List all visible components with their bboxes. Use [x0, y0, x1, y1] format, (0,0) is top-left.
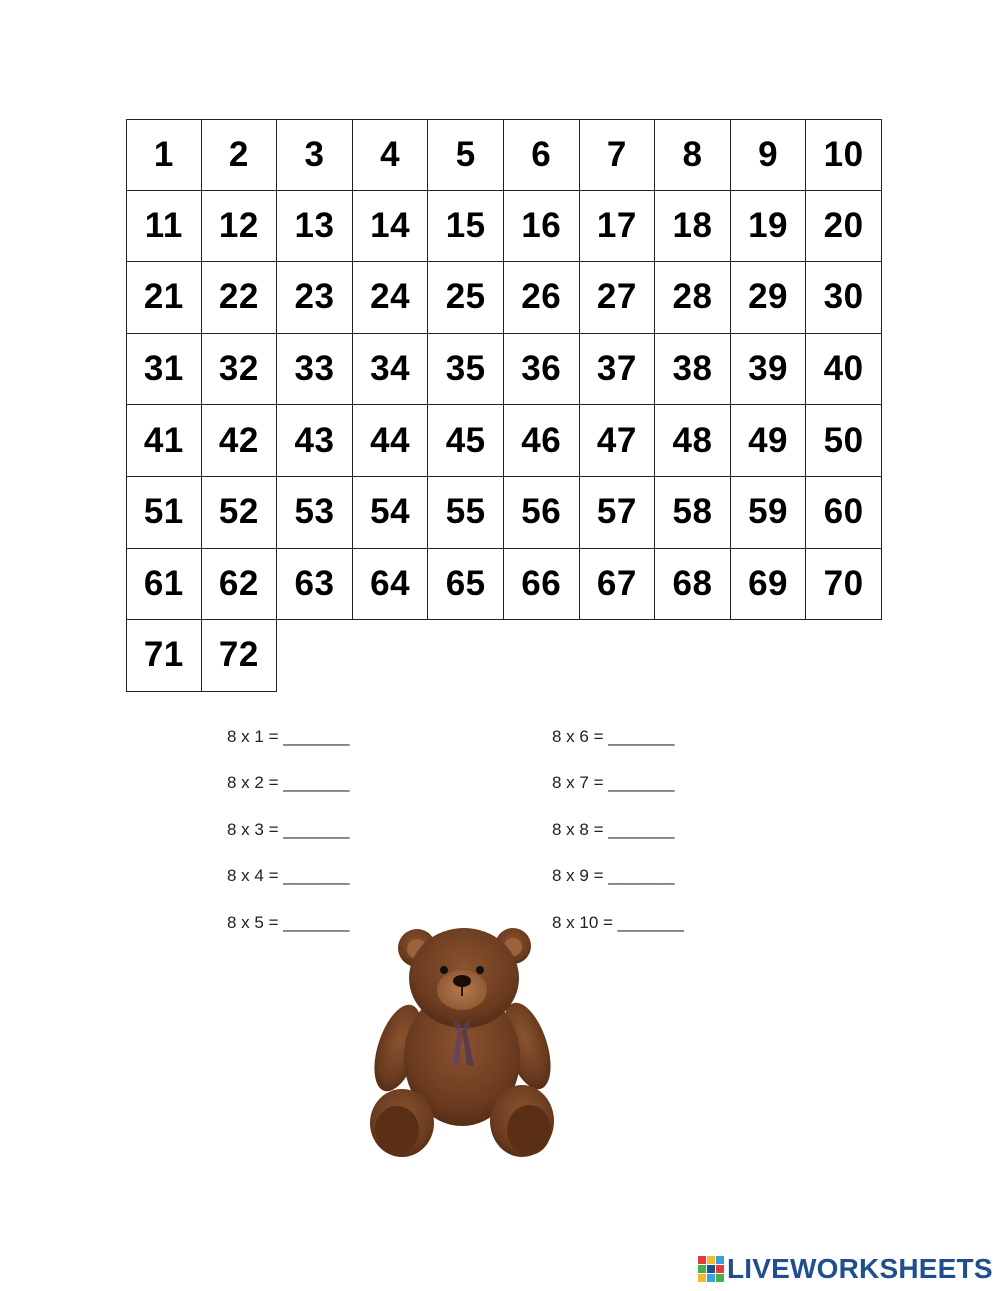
number-cell: 71: [126, 620, 202, 692]
number-cell: 67: [580, 549, 656, 621]
number-cell: 11: [126, 191, 202, 263]
number-cell: 52: [202, 477, 278, 549]
exercise-8x6: 8 x 6 = _______: [552, 727, 675, 746]
number-cell: 7: [580, 119, 656, 191]
number-grid: [126, 119, 882, 692]
number-cell: 2: [202, 119, 278, 191]
number-cell: 57: [580, 477, 656, 549]
exercise-8x7: 8 x 7 = _______: [552, 773, 675, 792]
number-cell: 29: [731, 262, 807, 334]
number-cell: 27: [580, 262, 656, 334]
exercise-8x9: 8 x 9 = _______: [552, 866, 675, 885]
number-cell: 28: [655, 262, 731, 334]
number-cell: 23: [277, 262, 353, 334]
number-cell: 70: [806, 549, 882, 621]
number-cell: 51: [126, 477, 202, 549]
number-cell: 44: [353, 405, 429, 477]
number-cell: 45: [428, 405, 504, 477]
exercise-8x8: 8 x 8 = _______: [552, 820, 675, 839]
number-cell: 4: [353, 119, 429, 191]
number-cell: 8: [655, 119, 731, 191]
logo-text: LIVEWORKSHEETS: [727, 1253, 993, 1284]
number-cell: 41: [126, 405, 202, 477]
number-cell: 62: [202, 549, 278, 621]
number-cell: 34: [353, 334, 429, 406]
number-cell: 31: [126, 334, 202, 406]
number-cell: 40: [806, 334, 882, 406]
number-cell: 10: [806, 119, 882, 191]
number-cell: 32: [202, 334, 278, 406]
number-cell: 22: [202, 262, 278, 334]
number-cell: 43: [277, 405, 353, 477]
number-cell: 37: [580, 334, 656, 406]
number-cell: 50: [806, 405, 882, 477]
number-cell: 49: [731, 405, 807, 477]
exercise-8x10: 8 x 10 = _______: [552, 913, 684, 932]
number-cell: 63: [277, 549, 353, 621]
number-cell: 61: [126, 549, 202, 621]
number-cell: 46: [504, 405, 580, 477]
number-cell: 6: [504, 119, 580, 191]
number-cell: 26: [504, 262, 580, 334]
liveworksheets-logo: [698, 1253, 993, 1285]
number-cell: 56: [504, 477, 580, 549]
exercise-8x4: 8 x 4 = _______: [227, 866, 350, 885]
number-cell: 21: [126, 262, 202, 334]
number-cell: 18: [655, 191, 731, 263]
number-cell: 30: [806, 262, 882, 334]
number-cell: 25: [428, 262, 504, 334]
exercise-8x1: 8 x 1 = _______: [227, 727, 350, 746]
number-cell: 19: [731, 191, 807, 263]
number-cell: 55: [428, 477, 504, 549]
number-cell: 48: [655, 405, 731, 477]
number-cell: 64: [353, 549, 429, 621]
number-cell: 36: [504, 334, 580, 406]
number-cell: 68: [655, 549, 731, 621]
number-cell: 47: [580, 405, 656, 477]
exercise-8x3: 8 x 3 = _______: [227, 820, 350, 839]
number-cell: 5: [428, 119, 504, 191]
number-cell: 24: [353, 262, 429, 334]
number-cell: 15: [428, 191, 504, 263]
number-cell: 3: [277, 119, 353, 191]
number-cell: 66: [504, 549, 580, 621]
number-cell: 38: [655, 334, 731, 406]
teddy-bear-image: [362, 918, 558, 1163]
exercise-8x2: 8 x 2 = _______: [227, 773, 350, 792]
number-cell: 60: [806, 477, 882, 549]
number-cell: 1: [126, 119, 202, 191]
number-cell: 20: [806, 191, 882, 263]
number-cell: 35: [428, 334, 504, 406]
number-cell: 9: [731, 119, 807, 191]
number-cell: 54: [353, 477, 429, 549]
liveworksheets-logo-icon: [698, 1256, 724, 1282]
number-cell: 72: [202, 620, 278, 692]
number-cell: 17: [580, 191, 656, 263]
exercise-8x5: 8 x 5 = _______: [227, 913, 350, 932]
number-cell: 13: [277, 191, 353, 263]
number-cell: 65: [428, 549, 504, 621]
number-cell: 59: [731, 477, 807, 549]
number-cell: 69: [731, 549, 807, 621]
number-cell: 58: [655, 477, 731, 549]
number-cell: 39: [731, 334, 807, 406]
number-cell: 53: [277, 477, 353, 549]
number-cell: 12: [202, 191, 278, 263]
number-cell: 42: [202, 405, 278, 477]
number-cell: 16: [504, 191, 580, 263]
number-cell: 14: [353, 191, 429, 263]
number-cell: 33: [277, 334, 353, 406]
